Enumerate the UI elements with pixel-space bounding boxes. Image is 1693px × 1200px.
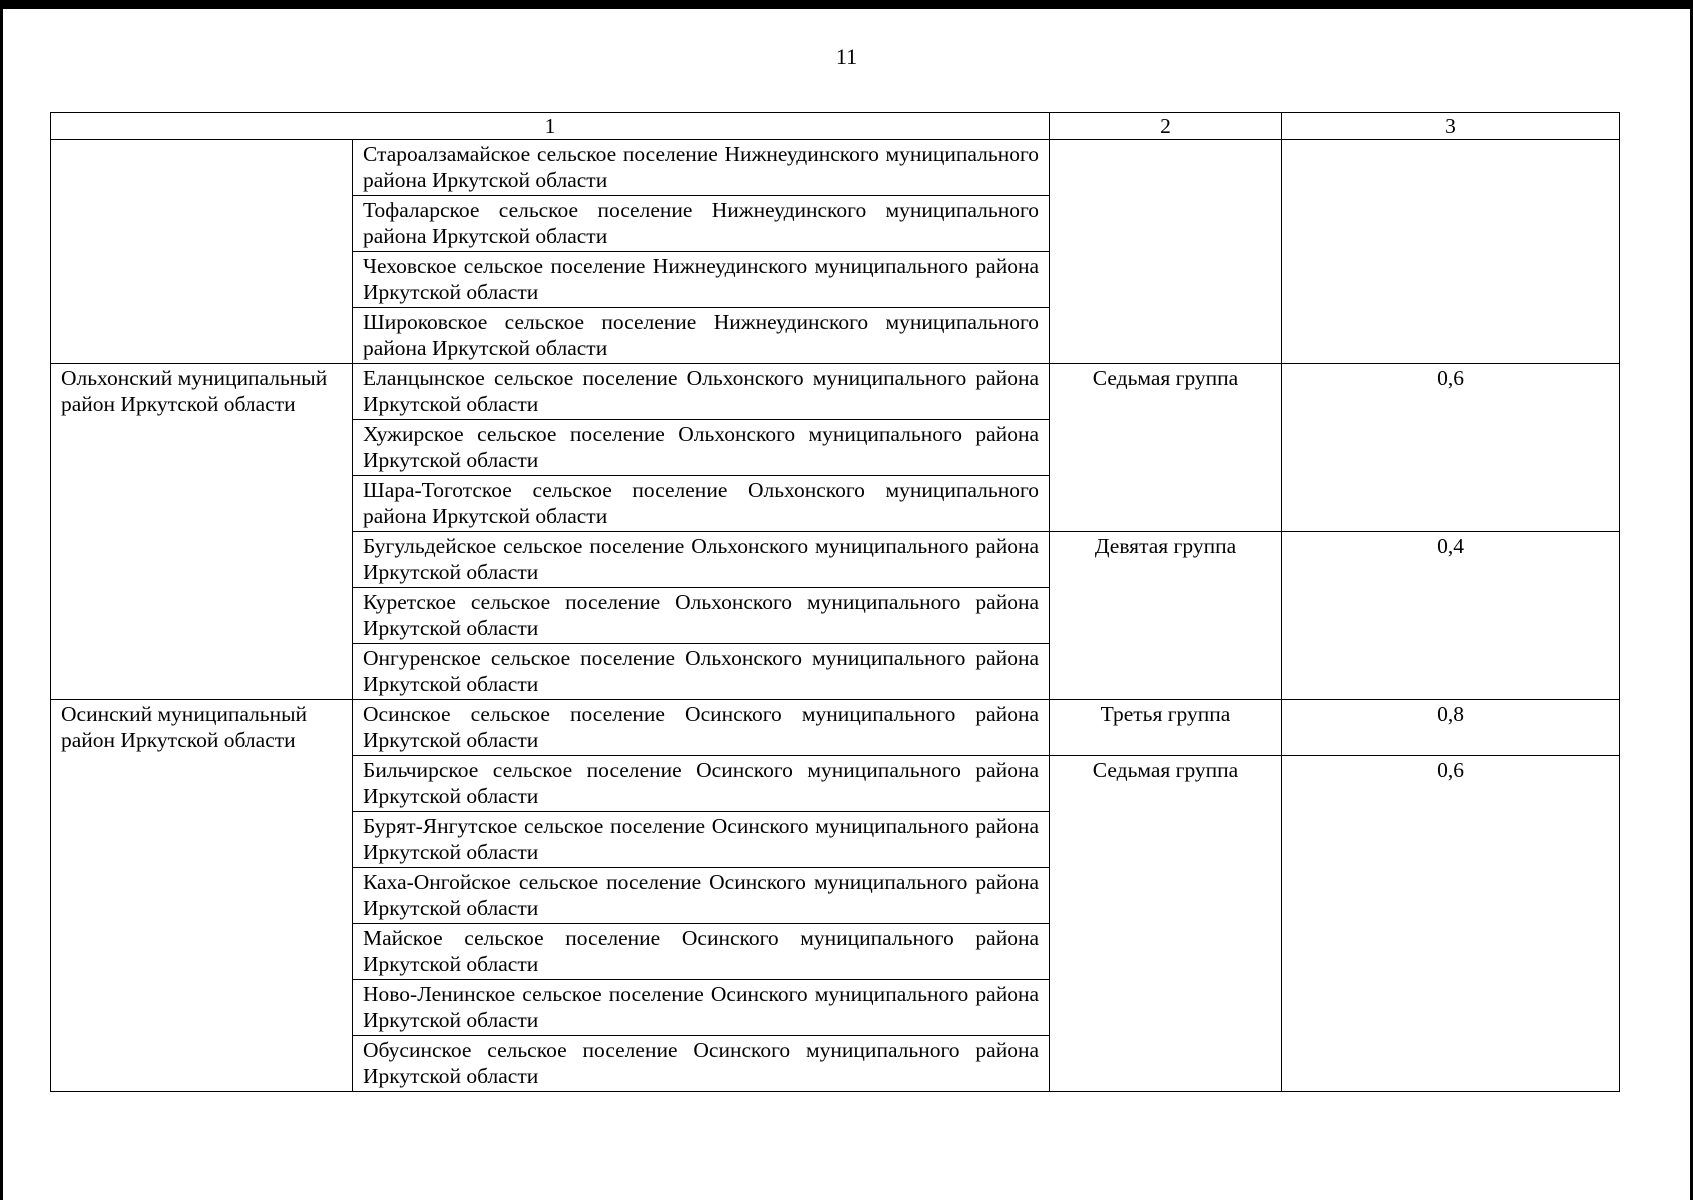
- table-row: [51, 364, 1620, 420]
- group-cell: Седьмая группа: [1050, 756, 1282, 1092]
- table-row: [51, 700, 1620, 756]
- header-col-1: 1: [51, 113, 1050, 140]
- settlement-cell: Бугульдейское сельское поселение Ольхонского муниципального района Иркутской области: [353, 532, 1050, 588]
- settlement-cell: Ново-Ленинское сельское поселение Осинского муниципального района Иркутской области: [353, 980, 1050, 1036]
- district-cell: [51, 140, 353, 364]
- coefficient-cell: 0,6: [1282, 756, 1620, 1092]
- district-cell: Осинский муниципальный район Иркутской области: [51, 700, 353, 1092]
- coefficient-cell: 0,6: [1282, 364, 1620, 532]
- group-cell: Третья группа: [1050, 700, 1282, 756]
- rates-table: [50, 112, 1620, 1092]
- settlement-cell: Бильчирское сельское поселение Осинского муниципального района Иркутской области: [353, 756, 1050, 812]
- group-cell: Седьмая группа: [1050, 364, 1282, 532]
- district-cell: Ольхонский муниципальный район Иркутской области: [51, 364, 353, 700]
- settlement-cell: Онгуренское сельское поселение Ольхонского муниципального района Иркутской области: [353, 644, 1050, 700]
- scan-border-left: [0, 0, 3, 1200]
- settlement-cell: Еланцынское сельское поселение Ольхонского муниципального района Иркутской области: [353, 364, 1050, 420]
- group-cell: [1050, 140, 1282, 364]
- settlement-cell: Хужирское сельское поселение Ольхонского муниципального района Иркутской области: [353, 420, 1050, 476]
- settlement-cell: Куретское сельское поселение Ольхонского муниципального района Иркутской области: [353, 588, 1050, 644]
- table-header-row: [51, 113, 1620, 140]
- page-number: 11: [835, 44, 858, 69]
- settlement-cell: Тофаларское сельское поселение Нижнеудинского муниципального района Иркутской области: [353, 196, 1050, 252]
- settlement-cell: Осинское сельское поселение Осинского муниципального района Иркутской области: [353, 700, 1050, 756]
- settlement-cell: Бурят-Янгутское сельское поселение Осинского муниципального района Иркутской области: [353, 812, 1050, 868]
- settlement-cell: Староалзамайское сельское поселение Нижнеудинского муниципального района Иркутской области: [353, 140, 1050, 196]
- settlement-cell: Чеховское сельское поселение Нижнеудинского муниципального района Иркутской области: [353, 252, 1050, 308]
- settlement-cell: Широковское сельское поселение Нижнеудинского муниципального района Иркутской области: [353, 308, 1050, 364]
- group-cell: Девятая группа: [1050, 532, 1282, 700]
- settlement-cell: Майское сельское поселение Осинского муниципального района Иркутской области: [353, 924, 1050, 980]
- scan-border-top: [0, 0, 1693, 9]
- coefficient-cell: 0,4: [1282, 532, 1620, 700]
- table-row: [51, 140, 1620, 196]
- coefficient-cell: 0,8: [1282, 700, 1620, 756]
- header-col-3: 3: [1282, 113, 1620, 140]
- header-col-2: 2: [1050, 113, 1282, 140]
- settlement-cell: Шара-Тоготское сельское поселение Ольхонского муниципального района Иркутской области: [353, 476, 1050, 532]
- settlement-cell: Каха-Онгойское сельское поселение Осинского муниципального района Иркутской области: [353, 868, 1050, 924]
- settlement-cell: Обусинское сельское поселение Осинского муниципального района Иркутской области: [353, 1036, 1050, 1092]
- coefficient-cell: [1282, 140, 1620, 364]
